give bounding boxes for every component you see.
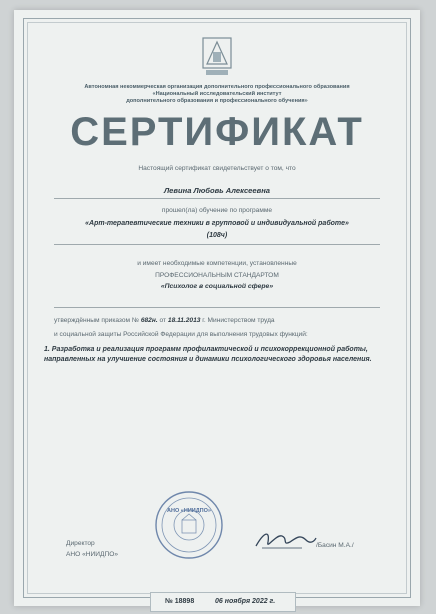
certificate-footer (150, 592, 296, 612)
order-date: 18.11.2013 (167, 317, 201, 324)
standard-label: ПРОФЕССИОНАЛЬНЫМ СТАНДАРТОМ (155, 272, 279, 279)
labor-function-item: 1. Разработка и реализация программ профилактической и психокоррекционной работы, направленных на улучшение состояния и динамики психологического здоровья населения. (44, 346, 372, 363)
order-line: утверждённым приказом № 682н. от 18.11.2013 г. Министерством труда (54, 317, 275, 324)
director-signature-icon (252, 524, 318, 554)
name-underline (54, 198, 380, 199)
program-hours: (108ч) (206, 232, 228, 239)
seal-text: АНО «НИИДПО» (167, 508, 211, 514)
director-name: /Басин М.А./ (316, 542, 354, 549)
certificate-page (14, 10, 420, 606)
certifies-text: Настоящий сертификат свидетельствует о том, что (138, 165, 296, 172)
organization-name: Автономная некоммерческая организация дополнительного профессионального образования «Национальный исследовательский институт дополнительного образования и профессионального обучения» (84, 84, 350, 104)
official-seal-icon (154, 490, 224, 560)
program-name: «Арт-терапевтические техники в групповой и индивидуальной работе» (85, 220, 349, 227)
recipient-name: Левина Любовь Алексеевна (163, 186, 271, 195)
order-line-2: и социальной защиты Российской Федерации для выполнения трудовых функций: (54, 331, 308, 338)
director-title: Директор (66, 540, 95, 547)
program-underline (54, 244, 380, 245)
standard-underline (54, 307, 380, 308)
trained-text: прошел(ла) обучение по программе (161, 207, 273, 214)
certificate-number: № 18898 (165, 598, 195, 605)
issue-date: 06 ноября 2022 г. (215, 598, 276, 605)
order-number: 682н. (140, 317, 158, 324)
standard-name: «Психолог в социальной сфере» (160, 283, 274, 290)
certificate-title: СЕРТИФИКАТ (70, 110, 364, 154)
director-org: АНО «НИИДПО» (66, 551, 119, 558)
competencies-text: и имеет необходимые компетенции, установленные (137, 260, 297, 267)
institute-logo-icon (197, 34, 237, 78)
